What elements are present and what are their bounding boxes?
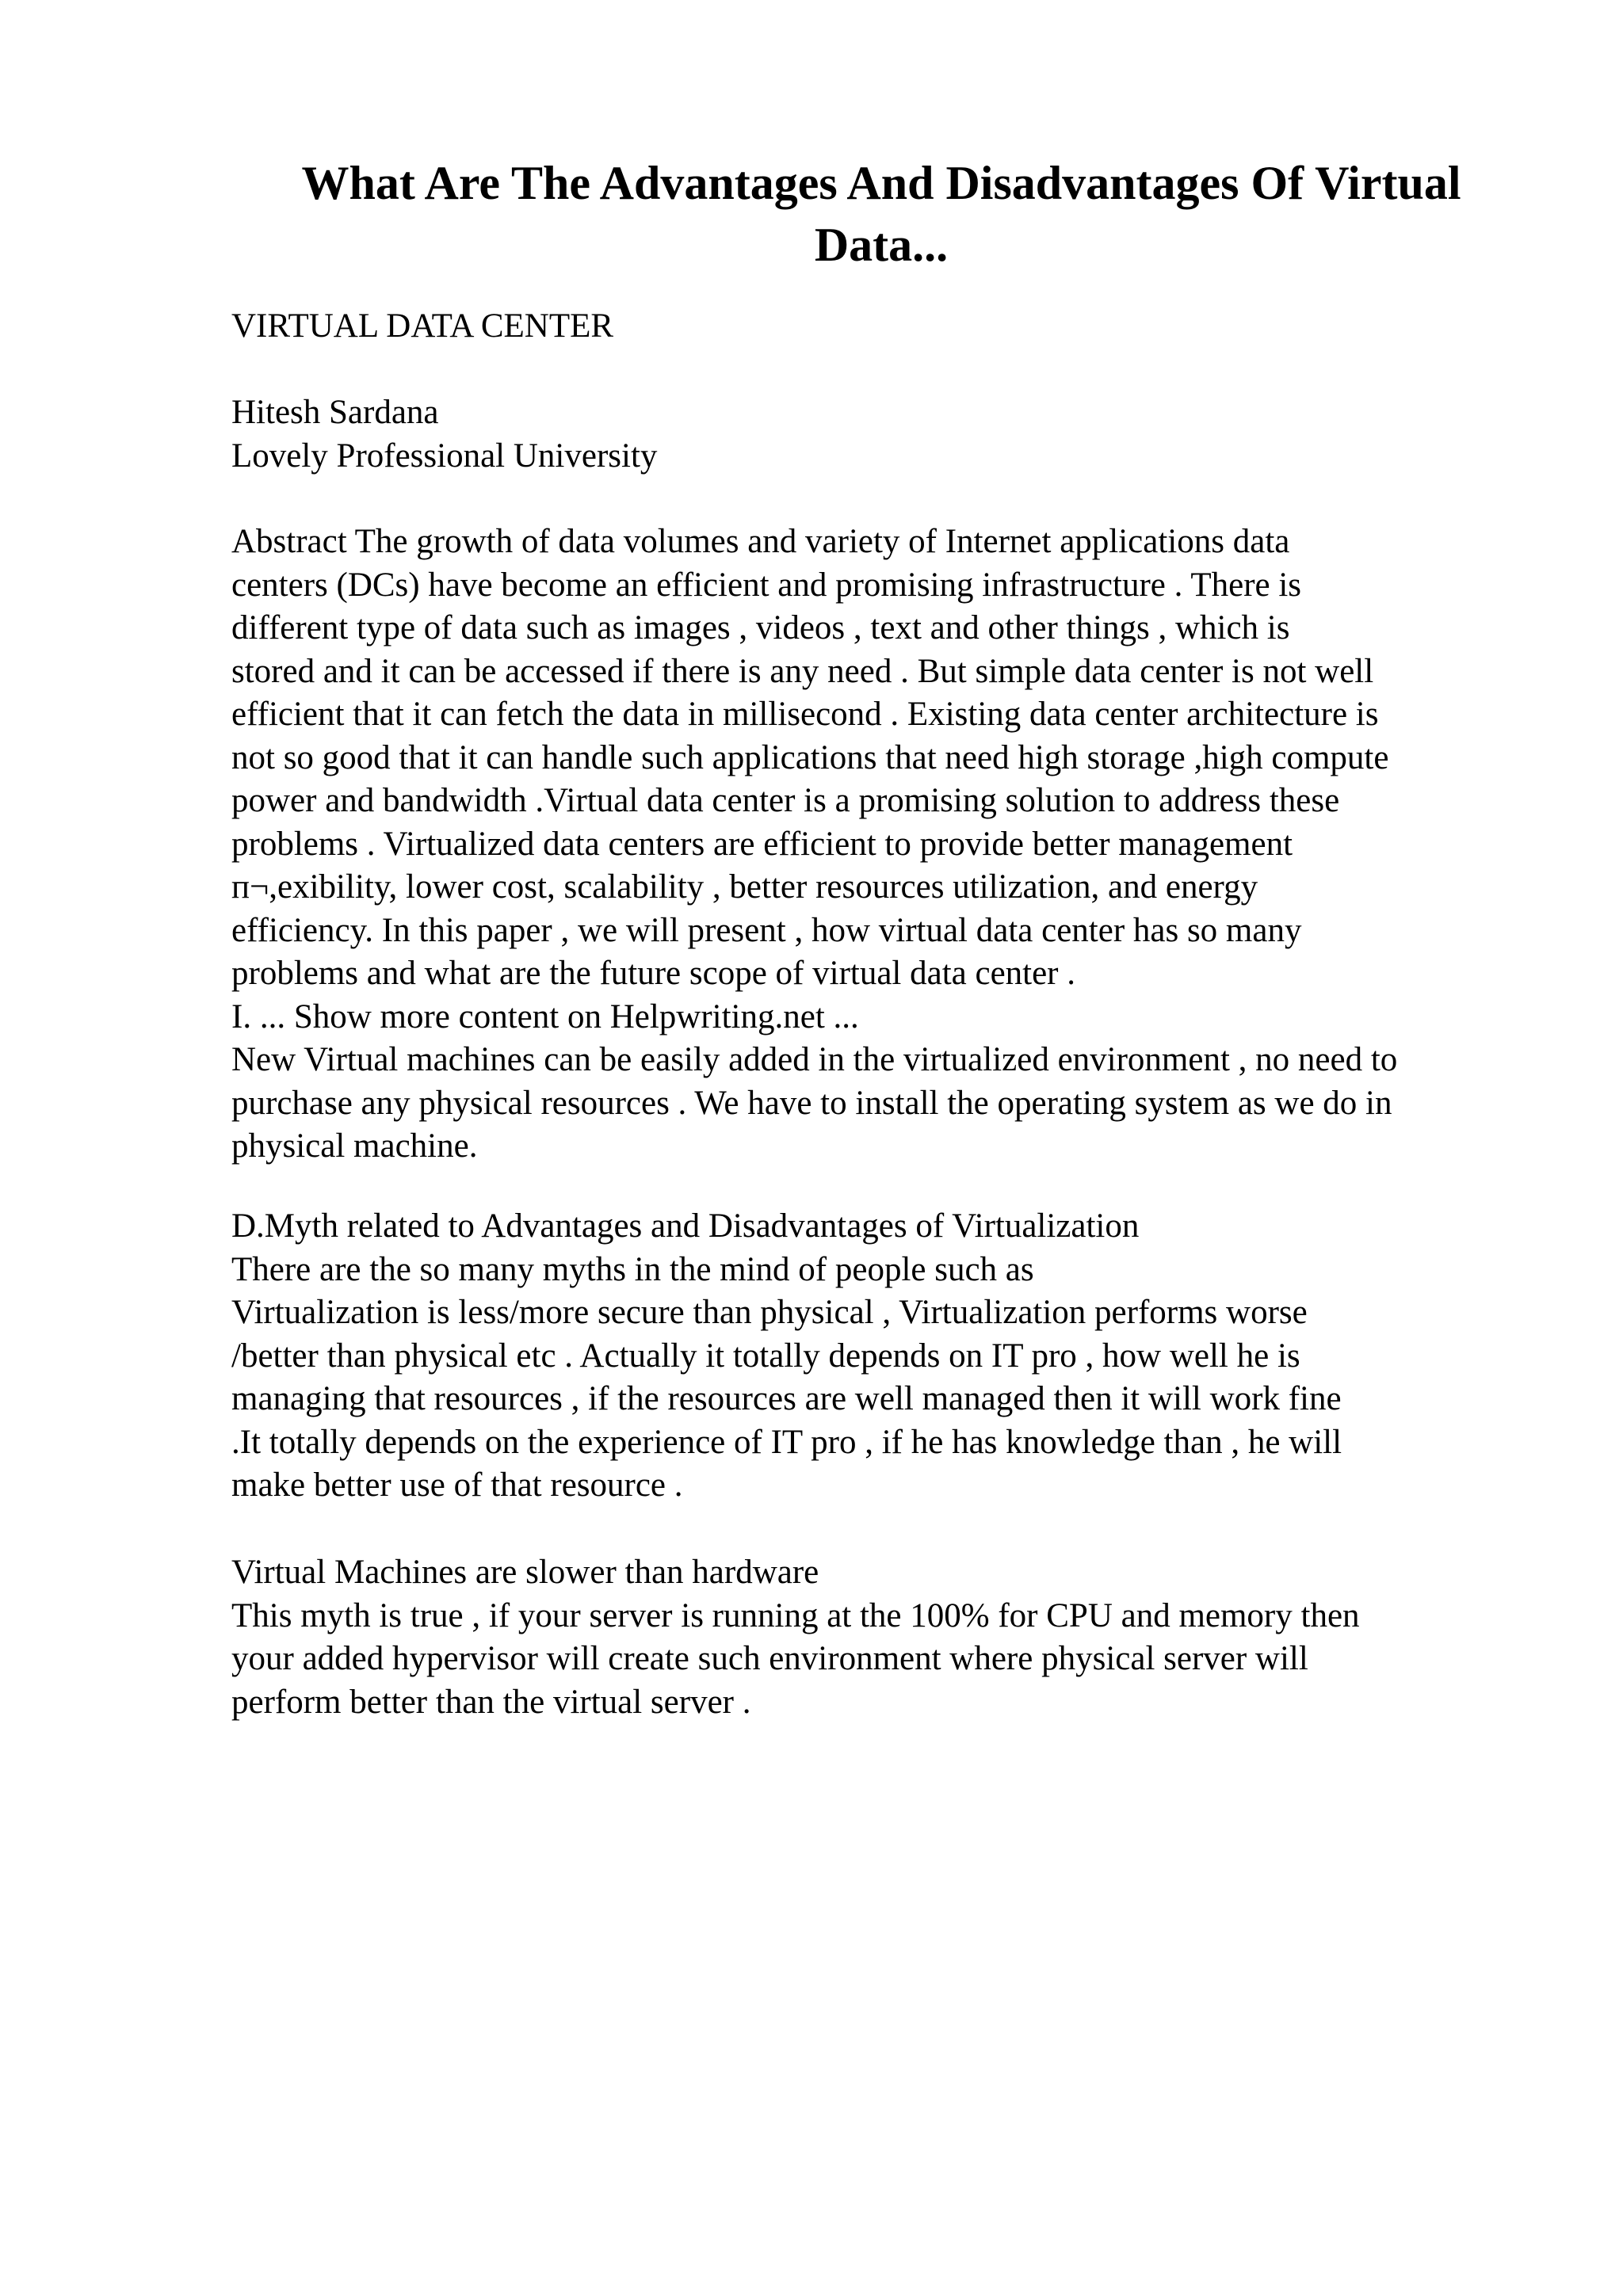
abstract-line: stored and it can be accessed if there is any need . But simple data center is not well [231, 652, 1374, 690]
new-vm-line: physical machine. [231, 1127, 478, 1165]
myth-line: /better than physical etc . Actually it totally depends on IT pro , how well he is [231, 1337, 1300, 1375]
new-vm-line: New Virtual machines can be easily added in the virtualized environment , no need to [231, 1041, 1398, 1078]
abstract-line: problems and what are the future scope of virtual data center . [231, 955, 1076, 992]
myth-line: .It totally depends on the experience of IT pro , if he has knowledge than , he will [231, 1423, 1342, 1461]
abstract-line: power and bandwidth .Virtual data center is a promising solution to address these [231, 782, 1340, 819]
abstract-line: efficiency. In this paper , we will present , how virtual data center has so many [231, 911, 1302, 949]
abstract-line: п¬,exibility, lower cost, scalability , better resources utilization, and energy [231, 868, 1258, 906]
abstract-line: not so good that it can handle such applications that need high storage ,high compute [231, 738, 1389, 776]
vm-heading: Virtual Machines are slower than hardware [231, 1554, 819, 1591]
author-block [231, 391, 1531, 478]
abstract-line: different type of data such as images , videos , text and other things , which is [231, 609, 1290, 646]
author-affiliation: Lovely Professional University [231, 437, 658, 475]
myth-line: make better use of that resource . [231, 1466, 683, 1504]
section-heading: VIRTUAL DATA CENTER [231, 307, 614, 345]
vm-line: your added hypervisor will create such environment where physical server will [231, 1640, 1308, 1677]
vm-line: This myth is true , if your server is running at the 100% for CPU and memory then [231, 1596, 1360, 1634]
vm-line: perform better than the virtual server . [231, 1683, 751, 1721]
new-vm-line: purchase any physical resources . We have to install the operating system as we do in [231, 1084, 1392, 1122]
myth-line: There are the so many myths in the mind of people such as [231, 1250, 1034, 1288]
myth-section [231, 1205, 1531, 1508]
author-name: Hitesh Sardana [231, 394, 439, 431]
abstract-line: problems . Virtualized data centers are efficient to provide better management [231, 825, 1293, 863]
abstract-line: efficient that it can fetch the data in millisecond . Existing data center architecture is [231, 696, 1379, 733]
abstract-paragraph [231, 521, 1531, 1169]
abstract-line: centers (DCs) have become an efficient and promising infrastructure . There is [231, 566, 1302, 604]
myth-heading: D.Myth related to Advantages and Disadvantages of Virtualization [231, 1207, 1140, 1245]
vm-section [231, 1551, 1531, 1724]
show-more-line: I. ... Show more content on Helpwriting.net ... [231, 997, 859, 1035]
abstract-line: Abstract The growth of data volumes and variety of Internet applications data [231, 523, 1290, 560]
myth-line: Virtualization is less/more secure than physical , Virtualization performs worse [231, 1294, 1308, 1331]
myth-line: managing that resources , if the resources are well managed then it will work fine [231, 1380, 1342, 1417]
document-title: What Are The Advantages And Disadvantages Of Virtual Data... [301, 157, 1461, 271]
